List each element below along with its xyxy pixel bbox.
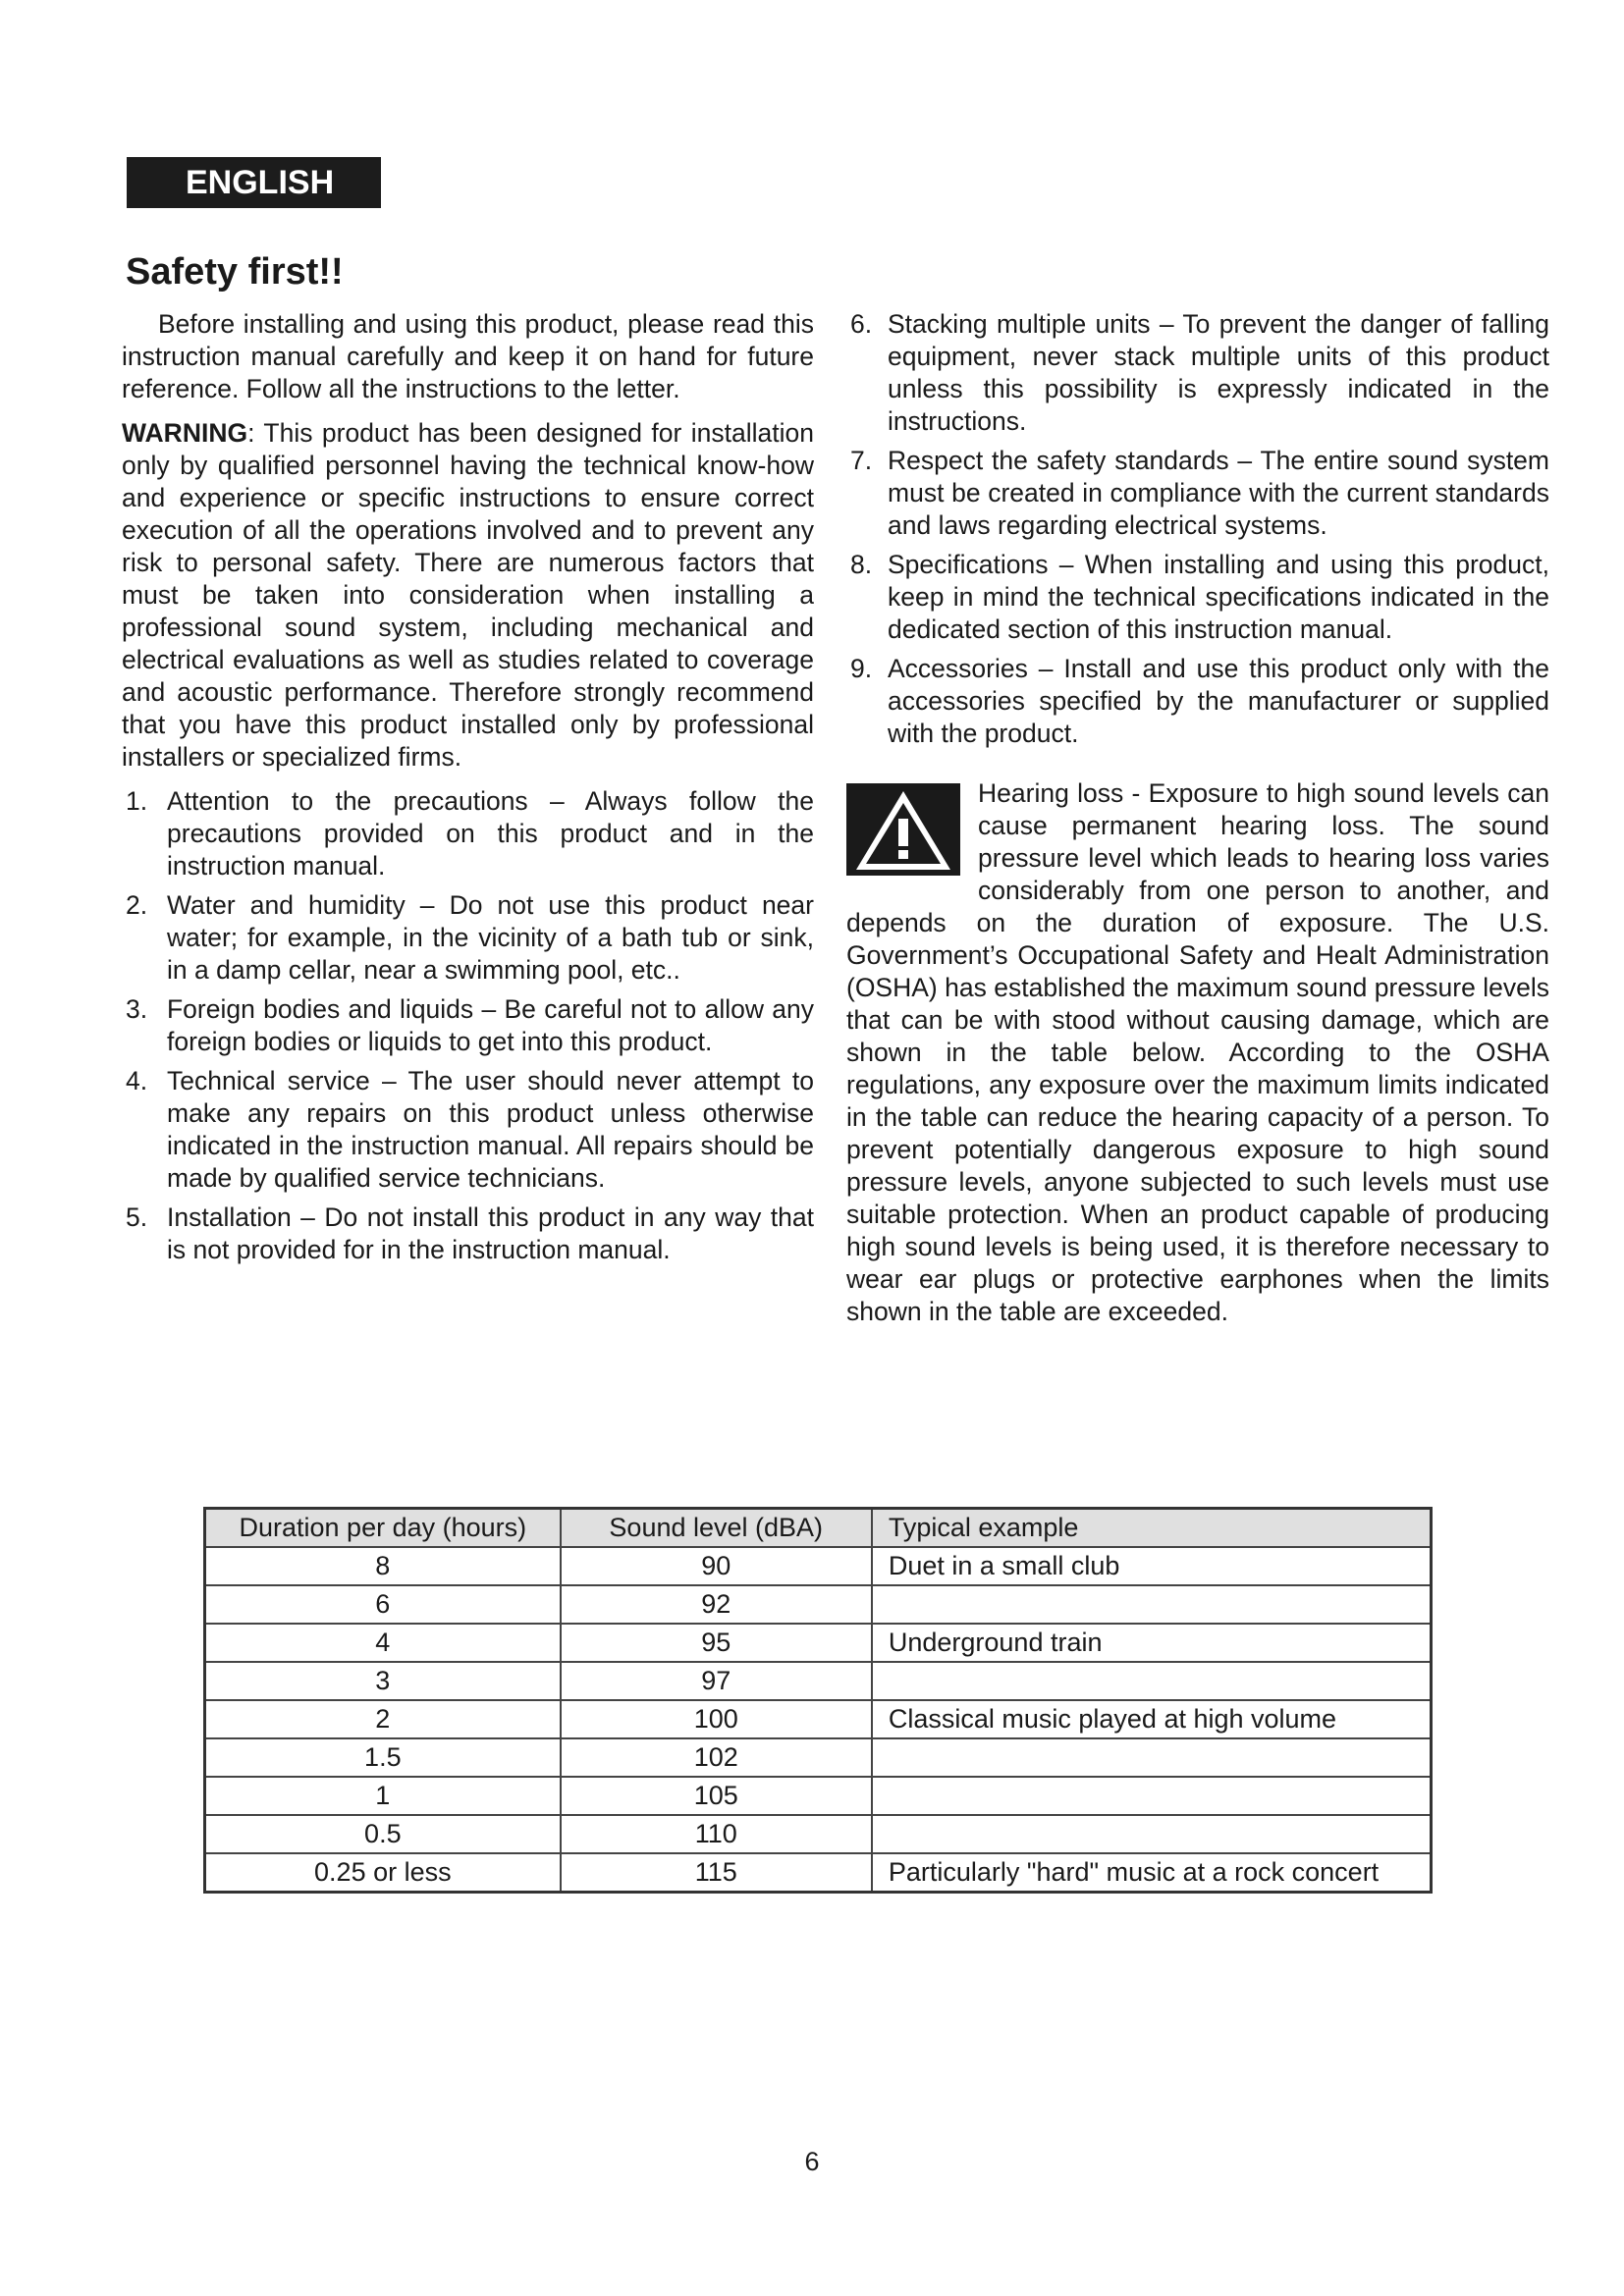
hearing-loss-text: Hearing loss - Exposure to high sound levels can cause permanent hearing loss. The sound pressure level which leads to hearing loss varies considerably from one person to another, and depends on the duration of exposure. The U.S. Government’s Occupational Safety and Healt Administration (OSHA) has established the maximum sound pressure levels that can be with stood without causing damage, which are shown in the table below. According to the OSHA regulations, any exposure over the maximum limits indicated in the table can reduce the hearing capacity of a person. To prevent potentially dangerous exposure to high sound pressure levels, anyone subjected to such levels must use suitable protection. When an product capable of producing high sound levels is being used, it is therefore necessary to wear ear plugs or protective earphones when the limits shown in the table are exceeded. bbox=[846, 778, 1549, 1326]
duration-cell: 1 bbox=[205, 1777, 561, 1815]
sound-level-cell: 102 bbox=[561, 1738, 872, 1777]
duration-cell: 2 bbox=[205, 1700, 561, 1738]
list-item-number: 5. bbox=[126, 1202, 148, 1232]
intro-paragraph: Before installing and using this product, please read this instruction manual carefully and keep it on hand for future reference. Follow all the instructions to the letter. bbox=[122, 309, 814, 403]
page-number: 6 bbox=[804, 2147, 820, 2176]
warning-text: : This product has been designed for installation only by qualified personnel having the technical know-how and experience or specific instructions to ensure correct execution of all the operations involved and to prevent any risk to personal safety. There are numerous factors that must be taken into consideration when installing a professional sound system, including mechanical and electrical evaluations as well as studies related to coverage and acoustic performance. Therefore strongly recommend that you have this product installed only by professional installers or specialized firms. bbox=[122, 418, 814, 772]
warning-triangle-icon bbox=[846, 783, 960, 876]
duration-cell: 0.25 or less bbox=[205, 1853, 561, 1893]
table-row bbox=[205, 1700, 1432, 1738]
table-row bbox=[205, 1738, 1432, 1777]
list-item bbox=[846, 549, 1549, 646]
list-item bbox=[122, 889, 814, 987]
example-cell bbox=[872, 1777, 1432, 1815]
list-item-number: 6. bbox=[850, 309, 873, 339]
list-item-text: Foreign bodies and liquids – Be careful not to allow any foreign bodies or liquids to get into this product. bbox=[167, 994, 814, 1056]
duration-cell: 6 bbox=[205, 1585, 561, 1624]
duration-cell: 3 bbox=[205, 1662, 561, 1700]
list-item-text: Accessories – Install and use this product only with the accessories specified by the manufacturer or supplied with the product. bbox=[888, 654, 1549, 748]
table-row bbox=[205, 1815, 1432, 1853]
sound-level-table bbox=[203, 1507, 1433, 1894]
page-title: Safety first!! bbox=[126, 251, 344, 293]
warning-label: WARNING bbox=[122, 418, 248, 448]
list-item bbox=[122, 785, 814, 882]
list-item-number: 9. bbox=[850, 654, 873, 683]
sound-level-cell: 115 bbox=[561, 1853, 872, 1893]
precautions-list-left bbox=[122, 785, 814, 1266]
table-row bbox=[205, 1662, 1432, 1700]
example-cell bbox=[872, 1662, 1432, 1700]
list-item-text: Water and humidity – Do not use this product near water; for example, in the vicinity of a bath tub or sink, in a damp cellar, near a swimming pool, etc.. bbox=[167, 890, 814, 985]
list-item-text: Attention to the precautions – Always follow the precautions provided on this product and in the instruction manual. bbox=[167, 786, 814, 881]
sound-level-cell: 92 bbox=[561, 1585, 872, 1624]
list-item-number: 8. bbox=[850, 550, 873, 579]
example-cell: Classical music played at high volume bbox=[872, 1700, 1432, 1738]
hearing-loss-section bbox=[846, 777, 1549, 1328]
table-row bbox=[205, 1777, 1432, 1815]
column-header-example: Typical example bbox=[872, 1509, 1432, 1548]
sound-level-cell: 97 bbox=[561, 1662, 872, 1700]
list-item bbox=[846, 308, 1549, 438]
list-item bbox=[846, 653, 1549, 750]
list-item-text: Technical service – The user should never attempt to make any repairs on this product unless otherwise indicated in the instruction manual. All repairs should be made by qualified service technicians. bbox=[167, 1066, 814, 1193]
list-item-text: Installation – Do not install this product in any way that is not provided for in the instruction manual. bbox=[167, 1202, 814, 1264]
duration-cell: 1.5 bbox=[205, 1738, 561, 1777]
list-item bbox=[122, 1065, 814, 1195]
right-column bbox=[846, 308, 1549, 1328]
table-row bbox=[205, 1585, 1432, 1624]
list-item-number: 1. bbox=[126, 786, 148, 816]
list-item-number: 3. bbox=[126, 994, 148, 1024]
table-row bbox=[205, 1547, 1432, 1585]
list-item-text: Respect the safety standards – The entire sound system must be created in compliance with the current standards and laws regarding electrical systems. bbox=[888, 446, 1549, 540]
example-cell: Duet in a small club bbox=[872, 1547, 1432, 1585]
table-row bbox=[205, 1853, 1432, 1893]
language-badge: ENGLISH bbox=[127, 157, 381, 208]
list-item-number: 4. bbox=[126, 1066, 148, 1095]
duration-cell: 0.5 bbox=[205, 1815, 561, 1853]
example-cell: Particularly "hard" music at a rock concert bbox=[872, 1853, 1432, 1893]
list-item-text: Stacking multiple units – To prevent the danger of falling equipment, never stack multiple units of this product unless this possibility is expressly indicated in the instructions. bbox=[888, 309, 1549, 436]
list-item bbox=[122, 993, 814, 1058]
duration-cell: 4 bbox=[205, 1624, 561, 1662]
example-cell bbox=[872, 1815, 1432, 1853]
list-item-number: 7. bbox=[850, 446, 873, 475]
duration-cell: 8 bbox=[205, 1547, 561, 1585]
sound-level-cell: 95 bbox=[561, 1624, 872, 1662]
example-cell bbox=[872, 1738, 1432, 1777]
list-item bbox=[122, 1201, 814, 1266]
sound-level-cell: 105 bbox=[561, 1777, 872, 1815]
column-header-sound-level: Sound level (dBA) bbox=[561, 1509, 872, 1548]
warning-paragraph bbox=[122, 417, 814, 774]
example-cell: Underground train bbox=[872, 1624, 1432, 1662]
list-item-number: 2. bbox=[126, 890, 148, 920]
table-row bbox=[205, 1624, 1432, 1662]
list-item-text: Specifications – When installing and using this product, keep in mind the technical specifications indicated in the dedicated section of this instruction manual. bbox=[888, 550, 1549, 644]
precautions-list-right bbox=[846, 308, 1549, 750]
left-column bbox=[122, 308, 814, 1273]
sound-level-cell: 100 bbox=[561, 1700, 872, 1738]
sound-level-cell: 110 bbox=[561, 1815, 872, 1853]
list-item bbox=[846, 445, 1549, 542]
example-cell bbox=[872, 1585, 1432, 1624]
sound-level-cell: 90 bbox=[561, 1547, 872, 1585]
column-header-duration: Duration per day (hours) bbox=[205, 1509, 561, 1548]
table-header-row bbox=[205, 1509, 1432, 1548]
